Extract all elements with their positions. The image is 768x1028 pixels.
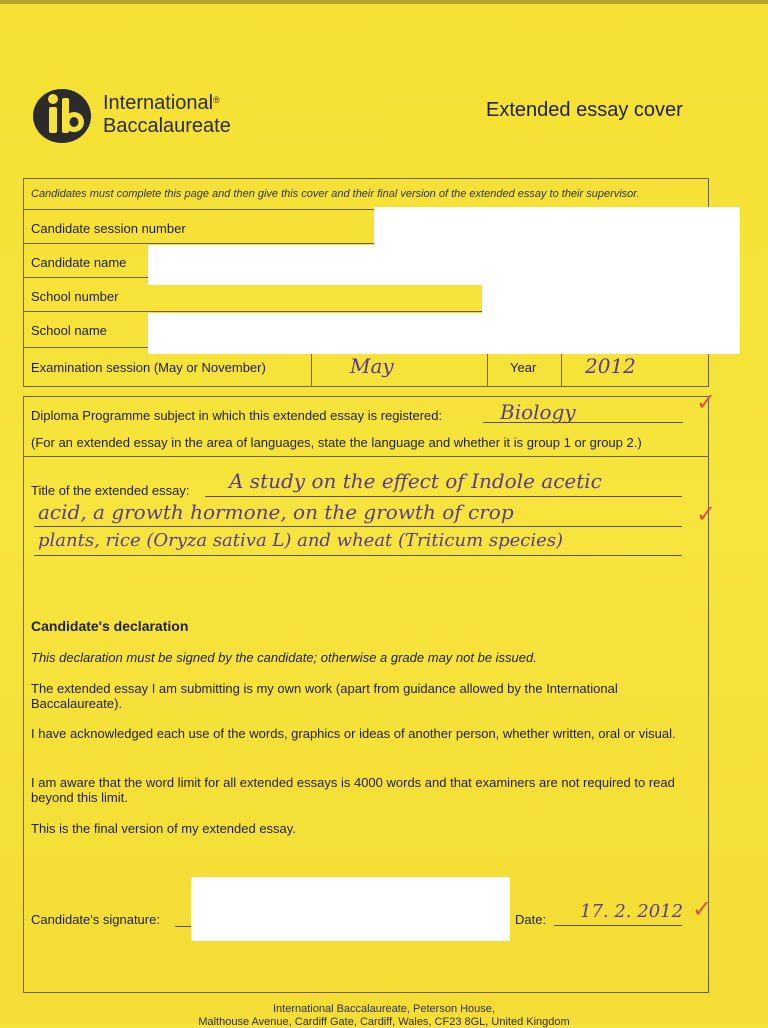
declaration-para1: The extended essay I am submitting is my own work (apart from guidance allowed by the International Baccalaureate). <box>31 681 618 711</box>
redaction-school-number <box>482 283 740 315</box>
footer-line2: Malthouse Avenue, Cardiff Gate, Cardiff, Wales, CF23 8GL, United Kingdom <box>198 1016 570 1028</box>
redaction-signature <box>191 877 510 941</box>
doc-title: Extended essay cover <box>486 99 683 121</box>
year-label: Year <box>510 360 537 375</box>
essay-title-line1: A study on the effect of Indole acetic <box>229 469 602 493</box>
ib-wordmark <box>103 92 231 138</box>
signature-label: Candidate's signature: <box>31 912 160 927</box>
redaction-candidate-name <box>148 245 740 285</box>
year-value: 2012 <box>585 354 636 378</box>
date-label: Date: <box>515 912 547 927</box>
org-name-line2: Baccalaureate <box>103 115 231 137</box>
instruction-text: Candidates must complete this page and then give this cover and their final version of the extended essay to their supervisor. <box>31 188 640 200</box>
declaration-para3: I am aware that the word limit for all extended essays is 4000 words and that examiners are not required to read beyond this limit. <box>31 775 675 805</box>
org-name-line1: International <box>103 92 214 114</box>
declaration-warning: This declaration must be signed by the candidate; otherwise a grade may not be issued. <box>31 650 537 665</box>
subject-note: (For an extended essay in the area of languages, state the language and whether it is group 1 or group 2.) <box>31 435 642 450</box>
redaction-session-number <box>374 207 740 247</box>
exam-session-value: May <box>350 354 394 378</box>
date-underline <box>554 925 682 926</box>
title-underline-3 <box>34 555 682 556</box>
scan-edge <box>0 0 768 4</box>
check-mark-icon: ✓ <box>696 500 717 528</box>
check-mark-icon: ✓ <box>696 388 717 416</box>
essay-title-label: Title of the extended essay: <box>31 483 190 498</box>
ib-logo <box>32 86 242 146</box>
school-number-label: School number <box>31 289 119 304</box>
declaration-heading: Candidate's declaration <box>31 618 189 634</box>
redaction-school-name <box>148 313 740 354</box>
box-divider <box>24 456 708 457</box>
essay-title-line3: plants, rice (Oryza sativa L) and wheat (Triticum species) <box>38 530 564 551</box>
ib-logo-icon <box>32 86 94 146</box>
declaration-para4: This is the final version of my extended essay. <box>31 821 296 836</box>
title-underline-1 <box>205 496 682 497</box>
essay-title-line2: acid, a growth hormone, on the growth of crop <box>38 500 514 524</box>
date-value: 17. 2. 2012 <box>580 901 684 922</box>
school-name-label: School name <box>31 323 107 338</box>
candidate-name-label: Candidate name <box>31 255 127 270</box>
declaration-para2: I have acknowledged each use of the words, graphics or ideas of another person, whether written, oral or visual. <box>31 726 676 741</box>
subject-label: Diploma Programme subject in which this extended essay is registered: <box>31 408 443 423</box>
title-underline-2 <box>34 526 682 527</box>
session-number-label: Candidate session number <box>31 221 186 236</box>
check-mark-icon: ✓ <box>692 895 713 923</box>
exam-session-label: Examination session (May or November) <box>31 360 266 375</box>
footer-line1: International Baccalaureate, Peterson House, <box>273 1003 495 1015</box>
registered-mark: ® <box>213 95 220 105</box>
subject-value: Biology <box>500 400 576 424</box>
